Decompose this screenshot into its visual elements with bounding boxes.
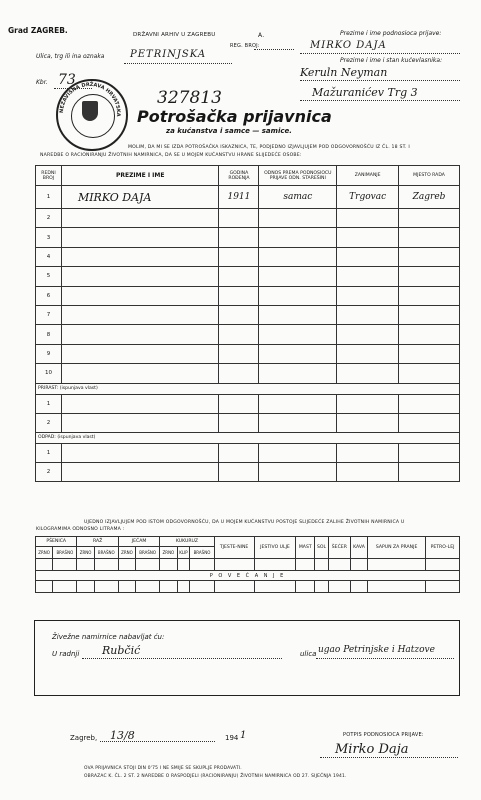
stock-value-cell bbox=[177, 581, 190, 593]
table-row bbox=[36, 305, 460, 324]
cell-num: 5 bbox=[36, 267, 62, 286]
stock-value-cell bbox=[53, 581, 77, 593]
cell-year bbox=[219, 325, 259, 344]
shop-street-label: ulica bbox=[300, 650, 317, 658]
stock-value-cell bbox=[328, 581, 350, 593]
owner-line-1-rule bbox=[300, 80, 460, 81]
table-row bbox=[36, 344, 460, 363]
cell-empty bbox=[219, 443, 259, 462]
cell-workplace bbox=[399, 305, 460, 324]
cell-num: 1 bbox=[36, 186, 62, 209]
shop-street-value: ugao Petrinjske i Hatzove bbox=[318, 645, 435, 655]
col-pasta: TJESTE-NINE bbox=[214, 537, 254, 559]
intro-line-1: MOLIM, DA MI SE IZDA POTROŠAČKA ISKAZNICA, TE, PODJEDNO IZJAVLJUJEM POD ODGOVORNOŠĆU IZ ČL. 18 ST. I bbox=[128, 145, 410, 150]
cell-empty bbox=[219, 462, 259, 481]
cell-name bbox=[61, 325, 219, 344]
header-workplace: MJESTO RADA bbox=[399, 166, 460, 186]
cell-year bbox=[219, 364, 259, 383]
col-sugar: ŠEĆER bbox=[328, 537, 350, 559]
cell-empty bbox=[337, 443, 399, 462]
cell-occupation: Trgovac bbox=[337, 186, 399, 209]
owner-line-1: Keruln Neyman bbox=[300, 66, 388, 79]
serial-number: 327813 bbox=[157, 88, 222, 108]
group-barley: JEČAM bbox=[118, 537, 159, 547]
cell-num: 2 bbox=[36, 462, 62, 481]
cell-name: MIRKO DAJA bbox=[61, 186, 219, 209]
cell-workplace bbox=[399, 325, 460, 344]
cell-name bbox=[61, 364, 219, 383]
cell-empty bbox=[259, 443, 337, 462]
cell-year bbox=[219, 247, 259, 266]
stock-value-cell bbox=[53, 559, 77, 571]
cell-occupation bbox=[337, 344, 399, 363]
stock-value-cell bbox=[296, 559, 315, 571]
col-oil: JESTIVO ULJE bbox=[254, 537, 296, 559]
cell-empty bbox=[219, 394, 259, 413]
cell-workplace bbox=[399, 364, 460, 383]
stock-value-cell bbox=[36, 559, 53, 571]
signature-line bbox=[320, 757, 458, 758]
cell-empty bbox=[259, 413, 337, 432]
header-relation: ODNOS PREMA PODNOSIOCU PRIJAVE ODN. STAREŠINI bbox=[259, 166, 337, 186]
footer-date: 13/8 bbox=[110, 729, 135, 742]
cell-occupation bbox=[337, 305, 399, 324]
table-row bbox=[36, 267, 460, 286]
col-coffee: KAVA bbox=[350, 537, 367, 559]
cell-workplace: Zagreb bbox=[399, 186, 460, 209]
stock-value-cell bbox=[350, 581, 367, 593]
table-row bbox=[36, 286, 460, 305]
stock-value-cell bbox=[118, 559, 135, 571]
cell-workplace bbox=[399, 228, 460, 247]
stock-value-cell bbox=[94, 581, 118, 593]
cell-relation bbox=[259, 228, 337, 247]
footer-year-digit: 1 bbox=[240, 730, 247, 741]
cell-num: 1 bbox=[36, 443, 62, 462]
cell-workplace bbox=[399, 286, 460, 305]
cell-empty bbox=[259, 462, 337, 481]
signature-value: Mirko Daja bbox=[335, 742, 409, 757]
stock-table bbox=[35, 536, 460, 593]
cell-empty bbox=[61, 462, 219, 481]
cell-relation bbox=[259, 325, 337, 344]
form-title: Potrošačka prijavnica bbox=[137, 107, 332, 126]
stock-value-cell bbox=[426, 559, 460, 571]
owner-line-2: Mažuranićev Trg 3 bbox=[312, 86, 418, 99]
cell-relation bbox=[259, 267, 337, 286]
stock-value-cell bbox=[136, 559, 160, 571]
stock-value-cell bbox=[160, 559, 177, 571]
stock-value-cell bbox=[177, 559, 190, 571]
cell-name bbox=[61, 305, 219, 324]
cell-occupation bbox=[337, 267, 399, 286]
cell-empty bbox=[337, 394, 399, 413]
archive-ref: A. bbox=[258, 32, 265, 39]
header-num: REDNI BROJ bbox=[36, 166, 62, 186]
shop-label: U radnji bbox=[52, 650, 80, 658]
table-row bbox=[36, 413, 460, 432]
group-rye: RAŽ bbox=[77, 537, 118, 547]
cell-occupation bbox=[337, 247, 399, 266]
col-soap: SAPUN ZA PRANJE bbox=[368, 537, 426, 559]
table-row bbox=[36, 209, 460, 228]
cell-num: 9 bbox=[36, 344, 62, 363]
col-lard: MAST bbox=[296, 537, 315, 559]
cell-empty bbox=[337, 462, 399, 481]
table-row bbox=[36, 443, 460, 462]
stock-value-cell bbox=[426, 581, 460, 593]
cell-num: 10 bbox=[36, 364, 62, 383]
footer-note-2: OBRAZAC K. ČL. 2 ST. 2 NAREDBE O RASPODJELI (RACIONIRANJU) ŽIVOTNIH NAMIRNICA OD 27. SIJEČNJA 1941. bbox=[84, 774, 347, 779]
departure-label: ODPAD: (ispunjava vlast) bbox=[36, 432, 460, 443]
cell-occupation bbox=[337, 286, 399, 305]
stock-value-cell bbox=[118, 581, 135, 593]
shop-line bbox=[82, 658, 282, 659]
stock-intro-line-2: KILOGRAMIMA ODNOSNO LITRAMA : bbox=[36, 527, 125, 532]
cell-name bbox=[61, 286, 219, 305]
cell-year bbox=[219, 209, 259, 228]
stamp-ring-text bbox=[56, 79, 124, 147]
owner-line-2-rule bbox=[300, 100, 460, 101]
cell-empty bbox=[259, 394, 337, 413]
stock-value-cell bbox=[296, 581, 315, 593]
arrival-label: PRIRAST: (ispunjava vlast) bbox=[36, 383, 460, 394]
applicant-value: MIRKO DAJA bbox=[310, 40, 387, 51]
stock-value-cell bbox=[368, 581, 426, 593]
stock-value-cell bbox=[190, 581, 214, 593]
stock-value-cell bbox=[77, 559, 94, 571]
cell-empty bbox=[399, 413, 460, 432]
group-wheat: PŠENICA bbox=[36, 537, 77, 547]
shop-heading: Živežne namirnice nabavljat ću: bbox=[52, 633, 165, 641]
cell-num: 7 bbox=[36, 305, 62, 324]
cell-workplace bbox=[399, 247, 460, 266]
cell-occupation bbox=[337, 364, 399, 383]
stock-value-cell bbox=[36, 581, 53, 593]
cell-relation bbox=[259, 364, 337, 383]
stock-subheader: KLIP bbox=[177, 547, 190, 559]
stock-subheader: ZRNO bbox=[118, 547, 135, 559]
cell-year bbox=[219, 286, 259, 305]
stock-value-cell bbox=[315, 559, 329, 571]
cell-num: 2 bbox=[36, 413, 62, 432]
house-number-value: 73 bbox=[58, 72, 76, 88]
cell-workplace bbox=[399, 209, 460, 228]
table-row bbox=[36, 186, 460, 209]
table-row bbox=[36, 325, 460, 344]
table-row bbox=[36, 364, 460, 383]
city-label: Grad ZAGREB. bbox=[8, 26, 68, 35]
stock-subheader: ZRNO bbox=[36, 547, 53, 559]
stock-subheader: BRAŠNO bbox=[136, 547, 160, 559]
stock-value-cell bbox=[350, 559, 367, 571]
table-row bbox=[36, 247, 460, 266]
cell-year bbox=[219, 305, 259, 324]
persons-table-header bbox=[36, 166, 460, 186]
footer-place: Zagreb, bbox=[70, 734, 98, 742]
applicant-label: Prezime i ime podnosioca prijave: bbox=[340, 30, 442, 37]
reg-number-line bbox=[254, 49, 294, 50]
cell-num: 8 bbox=[36, 325, 62, 344]
stock-subheader: BRAŠNO bbox=[190, 547, 214, 559]
stock-value-cell bbox=[94, 559, 118, 571]
table-row bbox=[36, 228, 460, 247]
stamp-text: NEZAVISNA DRŽAVA HRVATSKA bbox=[58, 81, 122, 117]
cell-relation bbox=[259, 344, 337, 363]
cell-empty bbox=[61, 443, 219, 462]
owner-label: Prezime i ime i stan kućevlasnika: bbox=[340, 57, 443, 64]
stock-value-cell bbox=[160, 581, 177, 593]
cell-empty bbox=[61, 394, 219, 413]
stock-value-cell bbox=[136, 581, 160, 593]
footer-year-prefix: 194 bbox=[225, 734, 239, 742]
cell-num: 1 bbox=[36, 394, 62, 413]
cell-empty bbox=[399, 394, 460, 413]
archive-label: DRŽAVNI ARHIV U ZAGREBU bbox=[133, 32, 216, 38]
cell-year bbox=[219, 228, 259, 247]
table-row bbox=[36, 462, 460, 481]
stock-value-cell bbox=[77, 581, 94, 593]
departure-header-row bbox=[36, 432, 460, 443]
shop-value: Rubčić bbox=[102, 644, 141, 657]
cell-empty bbox=[61, 413, 219, 432]
header-year: GODINA ROĐENJA bbox=[219, 166, 259, 186]
stock-subheader: BRAŠNO bbox=[94, 547, 118, 559]
header-name: PREZIME I IME bbox=[61, 166, 219, 186]
cell-relation bbox=[259, 305, 337, 324]
group-corn: KUKURUZ bbox=[160, 537, 214, 547]
street-label: Ulica, trg ili ina oznaka bbox=[36, 53, 105, 60]
stock-value-cell bbox=[214, 559, 254, 571]
cell-empty bbox=[337, 413, 399, 432]
stock-increase-row bbox=[36, 581, 460, 593]
street-value: PETRINJSKA bbox=[130, 49, 207, 60]
reg-number-label: REG. BROJ: bbox=[230, 43, 260, 49]
street-line bbox=[124, 63, 232, 64]
cell-name bbox=[61, 247, 219, 266]
cell-relation bbox=[259, 209, 337, 228]
stock-subheader: ZRNO bbox=[77, 547, 94, 559]
cell-name bbox=[61, 344, 219, 363]
cell-relation: samac bbox=[259, 186, 337, 209]
cell-empty bbox=[219, 413, 259, 432]
stock-value-cell bbox=[254, 559, 296, 571]
stock-value-cell bbox=[254, 581, 296, 593]
cell-year: 1911 bbox=[219, 186, 259, 209]
cell-empty bbox=[399, 443, 460, 462]
cell-occupation bbox=[337, 209, 399, 228]
header-occupation: ZANIMANJE bbox=[337, 166, 399, 186]
stock-value-cell bbox=[214, 581, 254, 593]
cell-relation bbox=[259, 286, 337, 305]
footer-note-1: OVA PRIJAVNICA STOJI DIN 0'75 I NE SMIJE SE SKUPLJE PRODAVATI. bbox=[84, 766, 242, 771]
col-salt: SOL bbox=[315, 537, 329, 559]
stock-value-cell bbox=[315, 581, 329, 593]
applicant-line bbox=[300, 53, 460, 54]
house-number-label: Kbr. bbox=[36, 79, 48, 86]
table-row bbox=[36, 394, 460, 413]
footer-date-line bbox=[100, 741, 215, 742]
stock-subheader: ZRNO bbox=[160, 547, 177, 559]
cell-year bbox=[219, 267, 259, 286]
cell-occupation bbox=[337, 228, 399, 247]
intro-line-2: NAREDBE O RACIONIRANJU ŽIVOTNIH NAMIRNICA, DA SE U MOJEM KUĆANSTVU HRANE SLIJEDEĆE OSOBE: bbox=[40, 153, 302, 158]
cell-workplace bbox=[399, 267, 460, 286]
signature-label: POTPIS PODNOSIOCA PRIJAVE: bbox=[343, 732, 424, 738]
stock-value-cell bbox=[368, 559, 426, 571]
cell-name bbox=[61, 209, 219, 228]
col-petroleum: PETRO-LEJ bbox=[426, 537, 460, 559]
arrival-header-row bbox=[36, 383, 460, 394]
stock-value-cell bbox=[328, 559, 350, 571]
increase-label: P O V E Ć A N J E bbox=[36, 571, 460, 581]
cell-name bbox=[61, 228, 219, 247]
cell-empty bbox=[399, 462, 460, 481]
cell-num: 2 bbox=[36, 209, 62, 228]
stock-intro-line-1: UJEDNO IZJAVLJUJEM POD ISTOM ODGOVORNOŠĆU, DA U MOJEM KUĆANSTVU POSTOJE SLIJEDEĆE ZALIHE ŽIVOTNIH NAMIRNICA U bbox=[84, 520, 405, 525]
cell-workplace bbox=[399, 344, 460, 363]
cell-relation bbox=[259, 247, 337, 266]
stock-value-cell bbox=[190, 559, 214, 571]
stock-subheader: BRAŠNO bbox=[53, 547, 77, 559]
persons-table bbox=[35, 165, 460, 482]
form-subtitle: za kućanstva i samce — samice. bbox=[166, 127, 292, 135]
cell-name bbox=[61, 267, 219, 286]
cell-occupation bbox=[337, 325, 399, 344]
stock-value-row bbox=[36, 559, 460, 571]
shop-street-line bbox=[316, 658, 454, 659]
cell-num: 4 bbox=[36, 247, 62, 266]
cell-num: 6 bbox=[36, 286, 62, 305]
cell-num: 3 bbox=[36, 228, 62, 247]
cell-year bbox=[219, 344, 259, 363]
